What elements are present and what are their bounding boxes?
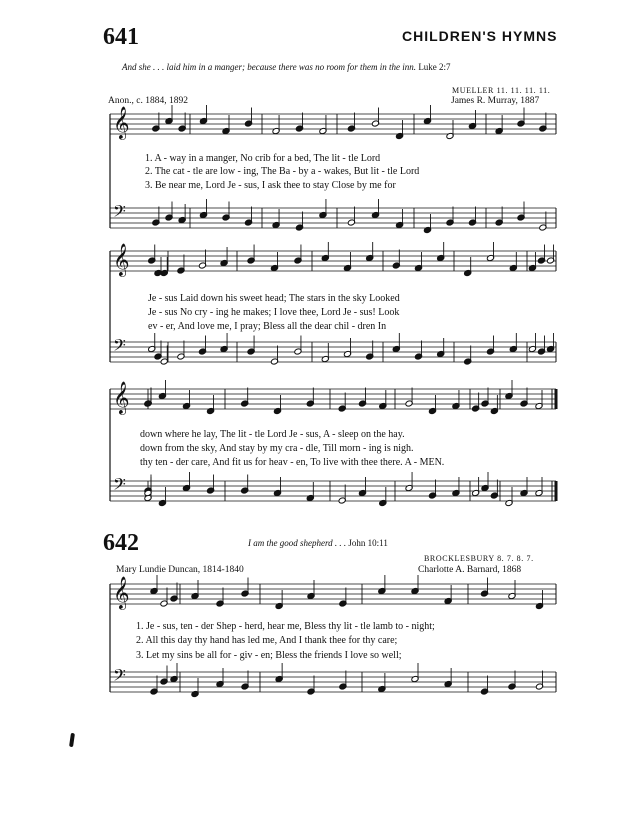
treble-clef-icon: 𝄞: [113, 106, 130, 139]
treble-clef-icon: 𝄞: [113, 243, 130, 276]
section-title: CHILDREN'S HYMNS: [402, 28, 558, 44]
lyric-line: Je - sus No cry - ing he makes; I love thee, Lord Je - sus! Look: [148, 307, 400, 318]
treble-clef-icon: 𝄞: [113, 381, 130, 414]
bass-clef-icon: 𝄢: [113, 335, 126, 359]
lyric-line: 3. Let my sins be all for - giv - en; Bless the friends I love so well;: [136, 650, 402, 661]
music-credit-642: Charlotte A. Barnard, 1868: [418, 565, 522, 575]
lyric-line: 3. Be near me, Lord Je - sus, I ask thee to stay Close by me for: [145, 180, 396, 191]
lyric-line: ev - er, And love me, I pray; Bless all the dear chil - dren In: [148, 321, 387, 332]
music-credit: James R. Murray, 1887: [451, 96, 540, 106]
treble-clef-icon: 𝄞: [113, 576, 130, 609]
tune-name-642: BROCKLESBURY 8. 7. 8. 7.: [424, 554, 534, 563]
lyric-line: down where he lay, The lit - tle Lord Je - sus, A - sleep on the hay.: [140, 429, 405, 440]
lyric-line: down from the sky, And stay by my cra - dle, Till morn - ing is nigh.: [140, 443, 414, 454]
bass-clef-icon: 𝄢: [113, 201, 126, 225]
words-credit-642: Mary Lundie Duncan, 1814-1840: [116, 565, 244, 575]
lyric-line: 2. The cat - tle are low - ing, The Ba - by a - wakes, But lit - tle Lord: [145, 166, 420, 177]
scripture-text: I am the good shepherd . . .: [248, 538, 347, 548]
bass-clef-icon: 𝄢: [113, 474, 126, 498]
lyric-line: Je - sus Laid down his sweet head; The stars in the sky Looked: [148, 293, 400, 304]
lyric-line: thy ten - der care, And fit us for heav - en, To live with thee there. A - MEN.: [140, 457, 445, 468]
lyric-line: 1. Je - sus, ten - der Shep - herd, hear me, Bless thy lit - tle lamb to - night;: [136, 621, 435, 632]
hymn-number: 641: [103, 24, 139, 50]
scripture-reference: John 10:11: [348, 538, 388, 548]
lyric-line: 2. All this day thy hand has led me, And I thank thee for thy care;: [136, 635, 398, 646]
scripture-text: And she . . . laid him in a manger; because there was no room for them in the inn.: [122, 62, 417, 72]
lyric-line: 1. A - way in a manger, No crib for a bed, The lit - tle Lord: [145, 153, 381, 164]
tune-name: MUELLER 11. 11. 11. 11.: [452, 86, 551, 95]
hymn-number-642: 642: [103, 530, 139, 556]
words-credit: Anon., c. 1884, 1892: [108, 96, 188, 106]
scripture-reference: Luke 2:7: [418, 62, 451, 72]
bass-clef-icon: 𝄢: [113, 665, 126, 689]
